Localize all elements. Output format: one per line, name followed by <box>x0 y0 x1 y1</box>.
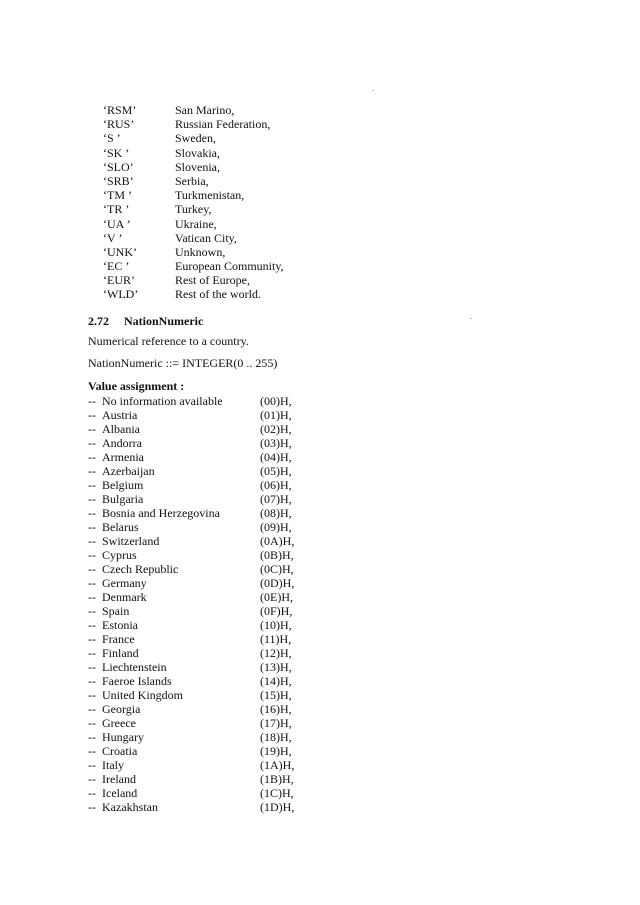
value-country: Belgium <box>102 478 144 492</box>
country-name: Vatican City, <box>175 230 237 245</box>
country-code: ‘EC ’ <box>103 259 130 274</box>
value-dash: -- <box>88 590 96 604</box>
section-title: NationNumeric <box>124 314 204 328</box>
value-country: Estonia <box>102 618 138 632</box>
value-country: Liechtenstein <box>102 660 167 674</box>
code-row <box>103 174 284 188</box>
value-country: Belarus <box>102 520 139 534</box>
value-dash: -- <box>88 422 96 436</box>
value-country: Andorra <box>102 436 142 450</box>
value-country: Albania <box>102 422 140 436</box>
value-hex: (12)H, <box>260 646 292 660</box>
code-row <box>103 117 284 131</box>
value-dash: -- <box>88 688 96 702</box>
code-row <box>103 160 284 174</box>
value-dash: -- <box>88 534 96 548</box>
value-dash: -- <box>88 464 96 478</box>
value-country: Armenia <box>102 450 144 464</box>
value-row <box>88 660 528 674</box>
country-code-list <box>103 103 284 302</box>
value-hex: (17)H, <box>260 716 292 730</box>
value-dash: -- <box>88 786 96 800</box>
code-row <box>103 202 284 216</box>
value-row <box>88 422 528 436</box>
value-hex: (1B)H, <box>260 772 294 786</box>
value-row <box>88 520 528 534</box>
value-country: Georgia <box>102 702 141 716</box>
country-code: ‘SLO’ <box>103 159 134 174</box>
value-country: Spain <box>102 604 130 618</box>
country-name: Unknown, <box>175 244 226 259</box>
value-dash: -- <box>88 702 96 716</box>
code-row <box>103 188 284 202</box>
value-country: Italy <box>102 758 124 772</box>
country-code: ‘TM ’ <box>103 188 132 203</box>
value-row <box>88 450 528 464</box>
value-dash: -- <box>88 632 96 646</box>
section-heading <box>88 312 528 330</box>
country-code: ‘SRB’ <box>103 173 134 188</box>
country-code: ‘WLD’ <box>103 287 139 302</box>
value-row <box>88 716 528 730</box>
country-name: Turkmenistan, <box>175 188 245 203</box>
value-country: Faeroe Islands <box>102 674 172 688</box>
value-country: United Kingdom <box>102 688 183 702</box>
value-assignment-list <box>88 394 528 814</box>
value-row <box>88 646 528 660</box>
value-hex: (04)H, <box>260 450 292 464</box>
value-dash: -- <box>88 478 96 492</box>
value-row <box>88 800 528 814</box>
code-row <box>103 146 284 160</box>
value-row <box>88 492 528 506</box>
country-code: ‘RSM’ <box>103 103 137 117</box>
value-row <box>88 394 528 408</box>
section-description: Numerical reference to a country. <box>88 334 249 348</box>
value-row <box>88 632 528 646</box>
value-dash: -- <box>88 548 96 562</box>
value-hex: (0E)H, <box>260 590 293 604</box>
value-country: Czech Republic <box>102 562 179 576</box>
value-country: Croatia <box>102 744 138 758</box>
value-dash: -- <box>88 772 96 786</box>
value-hex: (13)H, <box>260 660 292 674</box>
country-code: ‘UNK’ <box>103 244 137 259</box>
value-hex: (11)H, <box>260 632 292 646</box>
value-hex: (02)H, <box>260 422 292 436</box>
value-country: Bosnia and Herzegovina <box>102 506 220 520</box>
value-dash: -- <box>88 576 96 590</box>
code-row <box>103 273 284 287</box>
code-row <box>103 259 284 273</box>
value-dash: -- <box>88 520 96 534</box>
value-country: Germany <box>102 576 147 590</box>
value-row <box>88 534 528 548</box>
value-country: Iceland <box>102 786 138 800</box>
code-row <box>103 103 284 117</box>
value-assignment-heading: Value assignment : <box>88 379 185 393</box>
value-row <box>88 786 528 800</box>
value-dash: -- <box>88 506 96 520</box>
value-dash: -- <box>88 492 96 506</box>
value-hex: (1C)H, <box>260 786 294 800</box>
country-name: Slovakia, <box>175 145 220 160</box>
value-dash: -- <box>88 394 96 408</box>
value-hex: (14)H, <box>260 674 292 688</box>
country-name: Russian Federation, <box>175 117 271 132</box>
value-hex: (08)H, <box>260 506 292 520</box>
value-country: Kazakhstan <box>102 800 158 814</box>
value-hex: (00)H, <box>260 394 292 408</box>
value-hex: (07)H, <box>260 492 292 506</box>
value-dash: -- <box>88 450 96 464</box>
value-row <box>88 618 528 632</box>
code-row <box>103 245 284 259</box>
country-name: Turkey, <box>175 202 212 217</box>
value-hex: (0C)H, <box>260 562 294 576</box>
scan-speck <box>470 318 472 319</box>
country-code: ‘EUR’ <box>103 273 135 288</box>
value-dash: -- <box>88 730 96 744</box>
value-dash: -- <box>88 604 96 618</box>
country-code: ‘SK ’ <box>103 145 130 160</box>
value-dash: -- <box>88 408 96 422</box>
value-row <box>88 772 528 786</box>
country-name: Ukraine, <box>175 216 217 231</box>
value-row <box>88 604 528 618</box>
country-code: ‘RUS’ <box>103 117 135 132</box>
value-hex: (1D)H, <box>260 800 295 814</box>
value-hex: (0A)H, <box>260 534 295 548</box>
code-row <box>103 287 284 301</box>
value-hex: (0D)H, <box>260 576 295 590</box>
nation-numeric-section <box>88 312 528 814</box>
value-country: Austria <box>102 408 138 422</box>
country-name: San Marino, <box>175 103 235 117</box>
country-name: Slovenia, <box>175 159 220 174</box>
value-hex: (10)H, <box>260 618 292 632</box>
value-dash: -- <box>88 436 96 450</box>
value-dash: -- <box>88 744 96 758</box>
value-dash: -- <box>88 646 96 660</box>
value-country: Bulgaria <box>102 492 144 506</box>
country-code: ‘UA ’ <box>103 216 131 231</box>
value-hex: (06)H, <box>260 478 292 492</box>
value-hex: (18)H, <box>260 730 292 744</box>
value-row <box>88 548 528 562</box>
value-row <box>88 590 528 604</box>
value-hex: (15)H, <box>260 688 292 702</box>
code-row <box>103 131 284 145</box>
value-row <box>88 702 528 716</box>
country-name: Serbia, <box>175 173 209 188</box>
value-hex: (19)H, <box>260 744 292 758</box>
country-name: Sweden, <box>175 131 216 146</box>
value-hex: (1A)H, <box>260 758 295 772</box>
value-dash: -- <box>88 800 96 814</box>
code-row <box>103 231 284 245</box>
value-hex: (16)H, <box>260 702 292 716</box>
value-country: Denmark <box>102 590 147 604</box>
value-hex: (0F)H, <box>260 604 293 618</box>
value-country: Hungary <box>102 730 144 744</box>
value-row <box>88 576 528 590</box>
value-country: Azerbaijan <box>102 464 155 478</box>
country-name: Rest of Europe, <box>175 273 250 288</box>
value-hex: (09)H, <box>260 520 292 534</box>
value-dash: -- <box>88 660 96 674</box>
value-hex: (03)H, <box>260 436 292 450</box>
section-number: 2.72 <box>88 314 109 328</box>
value-country: Cyprus <box>102 548 137 562</box>
country-code: ‘V ’ <box>103 230 123 245</box>
value-country: Finland <box>102 646 139 660</box>
value-country: France <box>102 632 135 646</box>
value-row <box>88 744 528 758</box>
value-country: No information available <box>102 394 223 408</box>
country-name: Rest of the world. <box>175 287 261 302</box>
value-row <box>88 478 528 492</box>
section-definition: NationNumeric ::= INTEGER(0 .. 255) <box>88 356 278 370</box>
value-dash: -- <box>88 674 96 688</box>
code-row <box>103 217 284 231</box>
value-dash: -- <box>88 562 96 576</box>
value-dash: -- <box>88 716 96 730</box>
country-code: ‘TR ’ <box>103 202 130 217</box>
scan-speck <box>372 90 374 91</box>
value-row <box>88 436 528 450</box>
value-hex: (01)H, <box>260 408 292 422</box>
value-hex: (05)H, <box>260 464 292 478</box>
value-row <box>88 688 528 702</box>
value-row <box>88 408 528 422</box>
value-row <box>88 506 528 520</box>
value-dash: -- <box>88 618 96 632</box>
value-country: Greece <box>102 716 136 730</box>
value-hex: (0B)H, <box>260 548 294 562</box>
value-row <box>88 562 528 576</box>
value-row <box>88 674 528 688</box>
value-row <box>88 730 528 744</box>
country-name: European Community, <box>175 259 284 274</box>
value-row <box>88 464 528 478</box>
value-country: Ireland <box>102 772 136 786</box>
value-country: Switzerland <box>102 534 160 548</box>
value-dash: -- <box>88 758 96 772</box>
value-row <box>88 758 528 772</box>
country-code: ‘S ’ <box>103 131 121 146</box>
